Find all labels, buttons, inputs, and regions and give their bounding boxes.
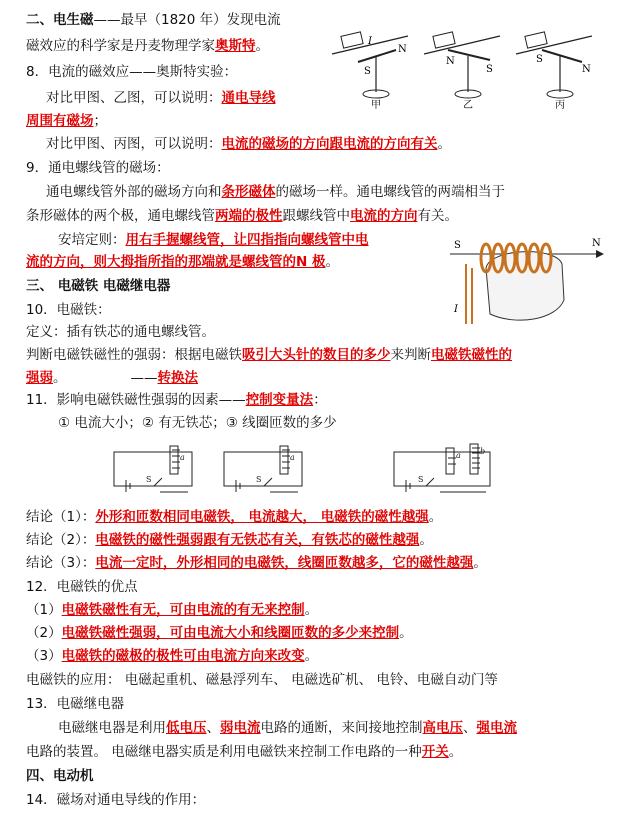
q8-compare1-cont: 周围有磁场； bbox=[26, 113, 107, 129]
q13-title: 13．电磁继电器 bbox=[26, 696, 125, 712]
svg-text:a: a bbox=[180, 453, 185, 462]
svg-text:S: S bbox=[536, 54, 543, 65]
label-yi: 乙 bbox=[463, 100, 473, 110]
q14-title: 14．磁场对通电导线的作用： bbox=[26, 792, 206, 808]
conclusion-1: 结论（1）：外形和匝数相同电磁铁， 电流越大， 电磁铁的磁性越强。 bbox=[26, 509, 443, 525]
section4-heading: 四、电动机 bbox=[26, 768, 94, 784]
electromagnet-circuits-figure bbox=[110, 440, 510, 500]
advantage-3: （3）电磁铁的磁极的极性可由电流方向来改变。 bbox=[26, 648, 319, 664]
svg-text:S: S bbox=[486, 64, 493, 75]
section3-heading: 三、 电磁铁 电磁继电器 bbox=[26, 278, 171, 294]
section2-line2: 磁效应的科学家是丹麦物理学家奥斯特。 bbox=[26, 38, 269, 54]
advantage-2: （2）电磁铁磁性强弱，可由电流大小和线圈匝数的多少来控制。 bbox=[26, 625, 413, 641]
q12-title: 12．电磁铁的优点 bbox=[26, 579, 138, 595]
svg-text:b: b bbox=[480, 447, 486, 456]
q10-judge: 判断电磁铁磁性的强弱：根据电磁铁吸引大头针的数目的多少来判断电磁铁磁性的 bbox=[26, 347, 512, 363]
oersted-panel-bing bbox=[516, 32, 592, 110]
q11-title: 11．影响电磁铁磁性强弱的因素——控制变量法： bbox=[26, 392, 327, 408]
section2-line1: 二、电生磁——最早（1820 年）发现电流 bbox=[26, 12, 281, 28]
q9-para2: 条形磁体的两个极，通电螺线管两端的极性跟螺线管中电流的方向有关。 bbox=[26, 208, 458, 224]
ampere-rule-line1: 安培定则：用右手握螺线管，让四指指向螺线管中电 bbox=[58, 232, 369, 248]
q8-title: 8．电流的磁效应——奥斯特实验： bbox=[26, 64, 238, 80]
conclusion-3: 结论（3）：电流一定时，外形相同的电磁铁，线圈匝数越多，它的磁性越强。 bbox=[26, 555, 487, 571]
ampere-rule-line2: 流的方向，则大拇指所指的那端就是螺线管的N 极。 bbox=[26, 254, 339, 270]
q9-para1: 通电螺线管外部的磁场方向和条形磁体的磁场一样。通电螺线管的两端相当于 bbox=[46, 184, 505, 200]
q10-title: 10．电磁铁： bbox=[26, 302, 111, 318]
svg-text:S: S bbox=[146, 475, 152, 484]
svg-text:N: N bbox=[592, 238, 601, 249]
label-jia: 甲 bbox=[371, 100, 381, 110]
svg-text:N: N bbox=[446, 56, 455, 67]
oersted-panel-yi bbox=[424, 32, 500, 110]
svg-text:I: I bbox=[454, 304, 458, 315]
svg-text:a: a bbox=[456, 451, 461, 460]
label-bing: 丙 bbox=[555, 100, 565, 110]
conclusion-2: 结论（2）：电磁铁的磁性强弱跟有无铁芯有关，有铁芯的磁性越强。 bbox=[26, 532, 433, 548]
q11-factors: ① 电流大小；② 有无铁芯；③ 线圈匝数的多少 bbox=[58, 415, 337, 431]
q10-definition: 定义：插有铁芯的通电螺线管。 bbox=[26, 324, 215, 340]
svg-text:S: S bbox=[256, 475, 262, 484]
q8-compare1: 对比甲图、乙图，可以说明：通电导线 bbox=[46, 90, 276, 106]
svg-text:N: N bbox=[398, 44, 407, 55]
electromagnet-applications: 电磁铁的应用： 电磁起重机、磁悬浮列车、 电磁选矿机、 电铃、电磁自动门等 bbox=[26, 672, 498, 688]
q13-para1: 电磁继电器是利用低电压、弱电流电路的通断，来间接地控制高电压、强电流 bbox=[58, 720, 517, 736]
svg-text:S: S bbox=[364, 66, 371, 77]
svg-text:a: a bbox=[290, 453, 295, 462]
svg-text:S: S bbox=[418, 475, 424, 484]
circuit-3 bbox=[394, 444, 490, 492]
right-hand-rule-figure bbox=[446, 228, 606, 332]
oersted-experiment-figure bbox=[328, 10, 608, 110]
q9-title: 9．通电螺线管的磁场： bbox=[26, 160, 170, 176]
q8-compare2: 对比甲图、丙图，可以说明：电流的磁场的方向跟电流的方向有关。 bbox=[46, 136, 451, 152]
svg-text:N: N bbox=[582, 64, 591, 75]
q10-judge-cont: 强弱。 ——转换法 bbox=[26, 370, 198, 386]
advantage-1: （1）电磁铁磁性有无，可由电流的有无来控制。 bbox=[26, 602, 319, 618]
svg-text:I: I bbox=[368, 36, 372, 47]
q13-para2: 电路的装置。 电磁继电器实质是利用电磁铁来控制工作电路的一种开关。 bbox=[26, 744, 463, 760]
answer-oersted: 奥斯特 bbox=[215, 38, 256, 54]
section2-heading: 二、电生磁 bbox=[26, 12, 94, 28]
oersted-panel-jia bbox=[332, 32, 408, 110]
circuit-1 bbox=[114, 446, 192, 492]
svg-text:S: S bbox=[454, 240, 461, 251]
circuit-2 bbox=[224, 446, 302, 492]
